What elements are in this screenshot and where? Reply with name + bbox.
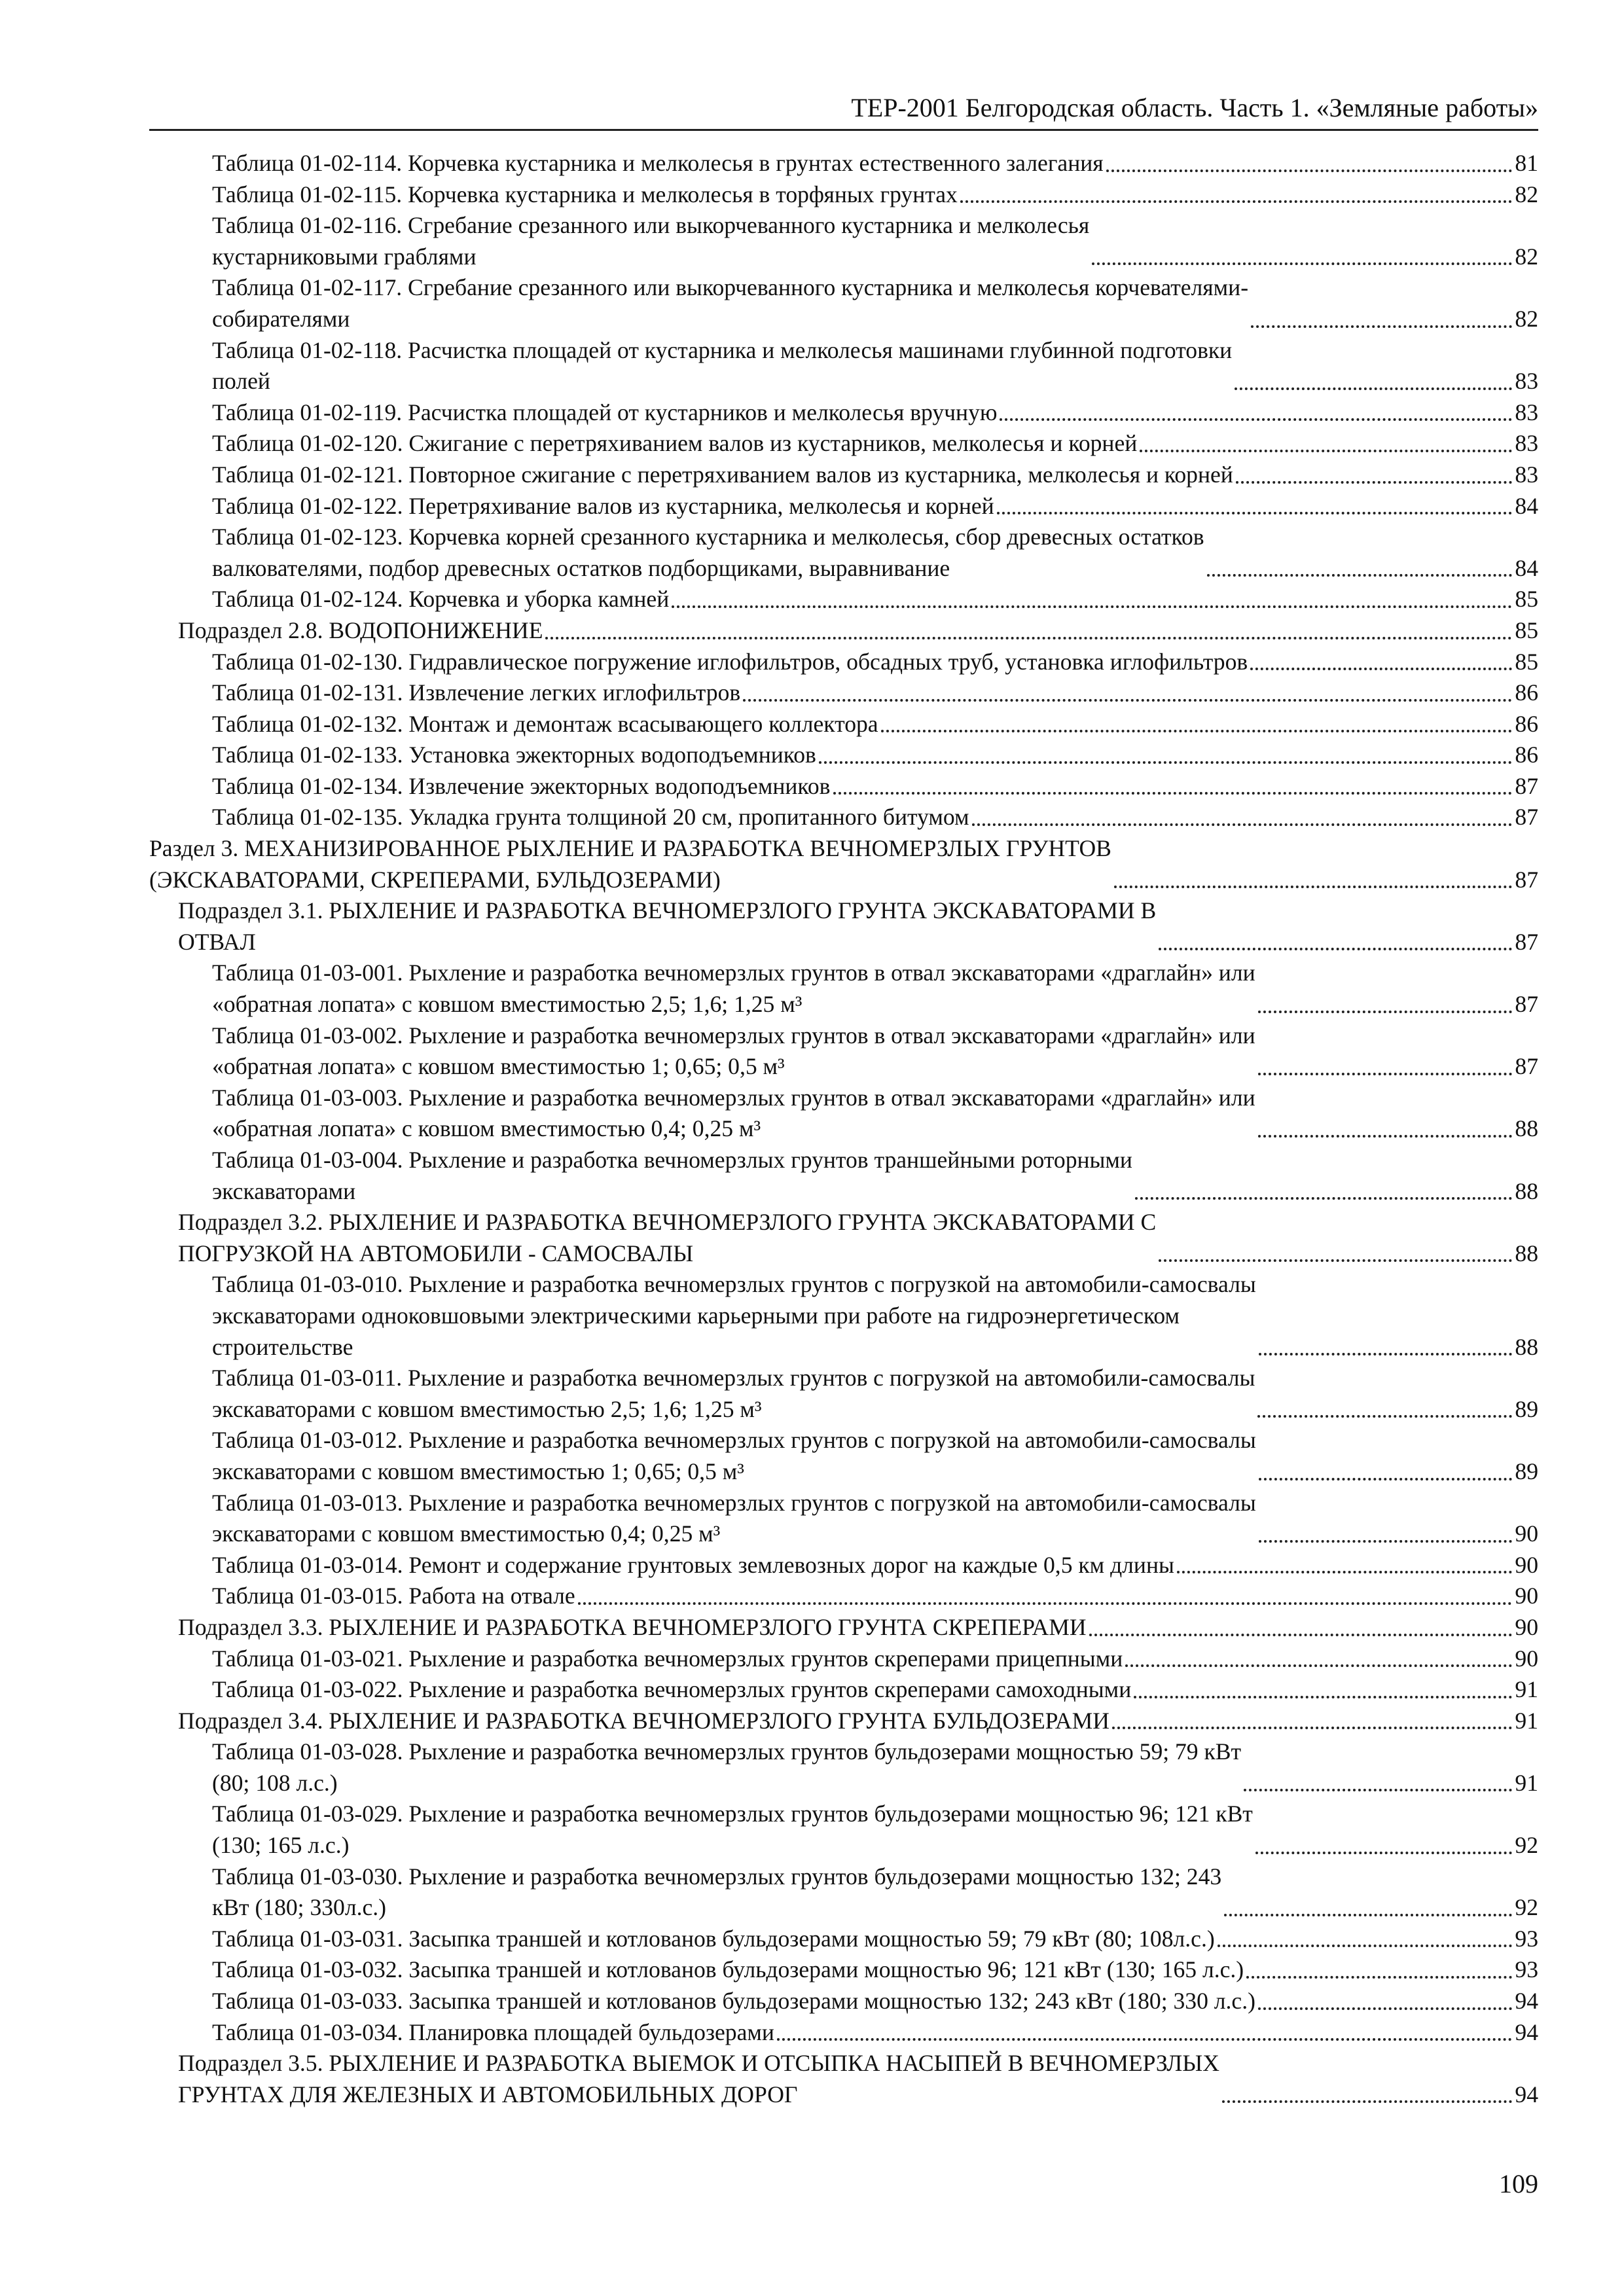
toc-entry-title: Таблица 01-02-120. Сжигание с перетряхиванием валов из кустарников, мелколесья и корней: [212, 430, 1138, 457]
toc-entry-page: 85: [1515, 617, 1538, 643]
toc-entry-title: Таблица 01-02-132. Монтаж и демонтаж всасывающего коллектора: [212, 710, 878, 737]
toc-entry-title: Таблица 01-03-033. Засыпка траншей и котлованов бульдозерами мощностью 132; 243 кВт (180; 330 л.с.): [212, 1988, 1255, 2015]
dot-leader: [1244, 1789, 1512, 1791]
dot-leader: [819, 761, 1513, 764]
dot-leader: [1112, 1727, 1512, 1729]
toc-entry-title: Подраздел 3.1. РЫХЛЕНИЕ И РАЗРАБОТКА ВЕЧНОМЕРЗЛОГО ГРУНТА ЭКСКАВАТОРАМИ В ОТВАЛ: [178, 897, 1157, 955]
toc-entry-page: 90: [1515, 1520, 1538, 1547]
dot-leader: [1251, 325, 1512, 328]
toc-entry-title: Таблица 01-02-115. Корчевка кустарника и мелколесья в торфяных грунтах: [212, 181, 958, 207]
toc-entry-title: Таблица 01-02-116. Сгребание срезанного или выкорчеванного кустарника и мелколесья кустарниковыми граблями: [212, 212, 1090, 270]
dot-leader: [1222, 2100, 1512, 2103]
toc-entry[interactable]: [149, 1488, 1538, 1550]
toc-entry-title: Таблица 01-02-118. Расчистка площадей от кустарника и мелколесья машинами глубинной подготовки полей: [212, 336, 1233, 395]
toc-entry-title: Таблица 01-03-014. Ремонт и содержание грунтовых землевозных дорог на каждые 0,5 км длины: [212, 1551, 1174, 1578]
dot-leader: [972, 823, 1513, 826]
toc-entry[interactable]: [149, 647, 1538, 678]
toc-entry[interactable]: [149, 1425, 1538, 1487]
toc-entry[interactable]: [149, 335, 1538, 397]
toc-entry[interactable]: [149, 1581, 1538, 1612]
running-header: ТЕР-2001 Белгородская область. Часть 1. «Земляные работы»: [851, 93, 1538, 122]
dot-leader: [1134, 1696, 1512, 1698]
toc-entry-title: Таблица 01-03-028. Рыхление и разработка вечномерзлых грунтов бульдозерами мощностью 59; 79 кВт (80; 108 л.с.): [212, 1738, 1242, 1796]
toc-entry-page: 91: [1515, 1676, 1538, 1703]
toc-entry-page: 83: [1515, 399, 1538, 425]
toc-entry-page: 87: [1515, 928, 1538, 955]
toc-entry[interactable]: [149, 709, 1538, 740]
toc-entry-page: 88: [1515, 1115, 1538, 1142]
toc-entry-title: Таблица 01-02-121. Повторное сжигание с перетряхиванием валов из кустарника, мелколесья и корней: [212, 461, 1233, 488]
toc-entry-title: Таблица 01-03-003. Рыхление и разработка вечномерзлых грунтов в отвал экскаваторами «драглайн» или «обратная лопата» с ковшом вместимостью 0,4; 0,25 м³: [212, 1084, 1255, 1142]
dot-leader: [881, 730, 1513, 732]
toc-entry[interactable]: [149, 1207, 1538, 1269]
toc-entry[interactable]: [149, 1550, 1538, 1581]
toc-entry-page: 82: [1515, 181, 1538, 207]
toc-entry-page: 90: [1515, 1613, 1538, 1640]
toc-entry-title: Подраздел 3.2. РЫХЛЕНИЕ И РАЗРАБОТКА ВЕЧНОМЕРЗЛОГО ГРУНТА ЭКСКАВАТОРАМИ С ПОГРУЗКОЙ НА АВТОМОБИЛИ - САМОСВАЛЫ: [178, 1209, 1157, 1266]
toc-entry[interactable]: [149, 1083, 1538, 1145]
toc-entry[interactable]: [149, 2017, 1538, 2049]
toc-entry-title: Таблица 01-02-123. Корчевка корней срезанного кустарника и мелколесья, сбор древесных остатков валкователями, подбор древесных остатков подборщиками, выравнивание: [212, 524, 1204, 581]
toc-entry-title: Таблица 01-03-022. Рыхление и разработка вечномерзлых грунтов скреперами самоходными: [212, 1676, 1132, 1703]
toc-entry-page: 90: [1515, 1645, 1538, 1672]
toc-entry-title: Таблица 01-03-001. Рыхление и разработка вечномерзлых грунтов в отвал экскаваторами «драглайн» или «обратная лопата» с ковшом вместимостью 2,5; 1,6; 1,25 м³: [212, 960, 1255, 1018]
toc-entry-title: Таблица 01-02-119. Расчистка площадей от кустарников и мелколесья вручную: [212, 399, 998, 425]
dot-leader: [1114, 886, 1513, 888]
toc-entry-page: 89: [1515, 1395, 1538, 1422]
dot-leader: [1106, 170, 1513, 172]
toc-entry-page: 83: [1515, 430, 1538, 457]
toc-entry[interactable]: [149, 802, 1538, 833]
dot-leader: [1218, 1945, 1513, 1947]
toc-entry-title: Раздел 3. МЕХАНИЗИРОВАННОЕ РЫХЛЕНИЕ И РАЗРАБОТКА ВЕЧНОМЕРЗЛЫХ ГРУНТОВ (ЭКСКАВАТОРАМИ, СКРЕПЕРАМИ, БУЛЬДОЗЕРАМИ): [149, 835, 1111, 893]
toc-entry[interactable]: [149, 522, 1538, 584]
toc-entry[interactable]: [149, 1363, 1538, 1425]
toc-entry-page: 86: [1515, 679, 1538, 706]
toc-entry-page: 90: [1515, 1551, 1538, 1578]
dot-leader: [545, 637, 1512, 639]
toc-entry-title: Таблица 01-03-031. Засыпка траншей и котлованов бульдозерами мощностью 59; 79 кВт (80; 108л.с.): [212, 1925, 1215, 1952]
dot-leader: [1246, 1976, 1512, 1979]
toc-entry-page: 93: [1515, 1925, 1538, 1952]
toc-entry[interactable]: [149, 895, 1538, 958]
toc-entry[interactable]: [149, 1612, 1538, 1643]
toc-entry-title: Таблица 01-03-032. Засыпка траншей и котлованов бульдозерами мощностью 96; 121 кВт (130; 165 л.с.): [212, 1956, 1244, 1983]
toc-entry-page: 91: [1515, 1707, 1538, 1734]
toc-entry[interactable]: [149, 1145, 1538, 1207]
toc-entry-page: 90: [1515, 1583, 1538, 1609]
dot-leader: [1258, 2007, 1512, 2010]
dot-leader: [1177, 1571, 1513, 1573]
toc-entry-page: 84: [1515, 554, 1538, 581]
toc-entry-title: Таблица 01-02-117. Сгребание срезанного или выкорчеванного кустарника и мелколесья корчевателями- собирателями: [212, 274, 1249, 332]
toc-entry-page: 92: [1515, 1832, 1538, 1859]
toc-entry[interactable]: [149, 1674, 1538, 1706]
dot-leader: [1092, 262, 1512, 265]
toc-entry-title: Подраздел 3.4. РЫХЛЕНИЕ И РАЗРАБОТКА ВЕЧНОМЕРЗЛОГО ГРУНТА БУЛЬДОЗЕРАМИ: [178, 1707, 1110, 1734]
dot-leader: [1135, 1197, 1512, 1200]
dot-leader: [960, 200, 1513, 203]
toc-entry[interactable]: [149, 1269, 1538, 1363]
dot-leader: [1259, 1540, 1513, 1543]
toc-entry[interactable]: [149, 491, 1538, 522]
toc-entry-page: 86: [1515, 742, 1538, 768]
dot-leader: [1140, 450, 1512, 452]
toc-entry-page: 88: [1515, 1240, 1538, 1266]
toc-entry-page: 85: [1515, 648, 1538, 675]
toc-entry-title: Таблица 01-03-004. Рыхление и разработка вечномерзлых грунтов траншейными роторными экскаваторами: [212, 1147, 1132, 1204]
toc-entry-title: Таблица 01-02-131. Извлечение легких иглофильтров: [212, 679, 741, 706]
dot-leader: [1250, 668, 1512, 670]
toc-entry[interactable]: [149, 1736, 1538, 1799]
dot-leader: [1236, 481, 1513, 484]
toc-entry-page: 94: [1515, 1988, 1538, 2015]
toc-entry[interactable]: [149, 397, 1538, 429]
toc-entry-title: Таблица 01-02-135. Укладка грунта толщиной 20 см, пропитанного битумом: [212, 804, 969, 831]
toc-entry-page: 82: [1515, 243, 1538, 270]
dot-leader: [672, 605, 1512, 608]
toc-entry-title: Таблица 01-03-021. Рыхление и разработка вечномерзлых грунтов скреперами прицепными: [212, 1645, 1123, 1672]
toc-entry-page: 92: [1515, 1894, 1538, 1921]
dot-leader: [1159, 1259, 1512, 1262]
dot-leader: [578, 1602, 1513, 1605]
toc-entry-title: Таблица 01-02-114. Корчевка кустарника и мелколесья в грунтах естественного залегания: [212, 150, 1104, 176]
dot-leader: [1000, 418, 1512, 421]
toc-entry-page: 83: [1515, 461, 1538, 488]
header-rule: [149, 129, 1538, 131]
toc-entry[interactable]: [149, 615, 1538, 647]
dot-leader: [1224, 1914, 1512, 1916]
toc-entry-page: 93: [1515, 1956, 1538, 1983]
dot-leader: [1089, 1634, 1513, 1636]
toc-entry-page: 91: [1515, 1769, 1538, 1796]
toc-entry-page: 87: [1515, 804, 1538, 831]
dot-leader: [1255, 1852, 1513, 1854]
toc-entry-title: Таблица 01-02-130. Гидравлическое погружение иглофильтров, обсадных труб, установка иглофильтров: [212, 648, 1248, 675]
toc-entry-title: Таблица 01-02-134. Извлечение эжекторных водоподъемников: [212, 772, 831, 799]
toc-entry[interactable]: [149, 677, 1538, 709]
toc-entry[interactable]: [149, 428, 1538, 459]
toc-entry[interactable]: [149, 771, 1538, 802]
toc-entry[interactable]: [149, 1986, 1538, 2017]
toc-entry-page: 87: [1515, 772, 1538, 799]
toc-entry[interactable]: [149, 210, 1538, 272]
toc-entry[interactable]: [149, 1020, 1538, 1083]
toc-entry-title: Таблица 01-03-015. Работа на отвале: [212, 1583, 575, 1609]
toc-entry[interactable]: [149, 179, 1538, 211]
toc-entry-title: Таблица 01-03-011. Рыхление и разработка вечномерзлых грунтов с погрузкой на автомобили-самосвалы экскаваторами с ковшом вместимостью 2,5; 1,6; 1,25 м³: [212, 1365, 1255, 1422]
dot-leader: [1259, 1353, 1513, 1355]
table-of-contents: [149, 148, 1538, 2110]
dot-leader: [1258, 1135, 1513, 1138]
dot-leader: [1159, 948, 1512, 950]
toc-entry-title: Таблица 01-02-133. Установка эжекторных водоподъемников: [212, 742, 816, 768]
toc-entry-page: 84: [1515, 492, 1538, 519]
toc-entry-title: Таблица 01-03-013. Рыхление и разработка вечномерзлых грунтов с погрузкой на автомобили-самосвалы экскаваторами с ковшом вместимостью 0,4; 0,25 м³: [212, 1489, 1256, 1547]
toc-entry[interactable]: [149, 1643, 1538, 1675]
dot-leader: [1207, 574, 1513, 577]
dot-leader: [743, 699, 1512, 702]
toc-entry[interactable]: [149, 1799, 1538, 1861]
toc-entry[interactable]: [149, 1706, 1538, 1737]
toc-entry[interactable]: [149, 1924, 1538, 1955]
dot-leader: [833, 792, 1513, 795]
toc-entry-title: Таблица 01-03-010. Рыхление и разработка вечномерзлых грунтов с погрузкой на автомобили-самосвалы экскаваторами одноковшовыми электрическими карьерными при работе на гидроэнергетическом строительстве: [212, 1271, 1256, 1360]
toc-entry-page: 85: [1515, 586, 1538, 613]
page-number: 109: [1499, 2169, 1538, 2198]
toc-entry[interactable]: [149, 1861, 1538, 1924]
toc-entry-title: Таблица 01-03-012. Рыхление и разработка вечномерзлых грунтов с погрузкой на автомобили-самосвалы экскаваторами с ковшом вместимостью 1; 0,65; 0,5 м³: [212, 1427, 1256, 1484]
toc-entry[interactable]: [149, 833, 1538, 895]
toc-entry-title: Таблица 01-03-002. Рыхление и разработка вечномерзлых грунтов в отвал экскаваторами «драглайн» или «обратная лопата» с ковшом вместимостью 1; 0,65; 0,5 м³: [212, 1022, 1255, 1080]
toc-entry-title: Таблица 01-03-029. Рыхление и разработка вечномерзлых грунтов бульдозерами мощностью 96; 121 кВт (130; 165 л.с.): [212, 1801, 1253, 1859]
toc-entry-title: Подраздел 3.3. РЫХЛЕНИЕ И РАЗРАБОТКА ВЕЧНОМЕРЗЛОГО ГРУНТА СКРЕПЕРАМИ: [178, 1613, 1087, 1640]
toc-entry-title: Таблица 01-03-030. Рыхление и разработка вечномерзлых грунтов бульдозерами мощностью 132; 243 кВт (180; 330л.с.): [212, 1863, 1222, 1921]
toc-entry-page: 81: [1515, 150, 1538, 176]
toc-entry[interactable]: [149, 148, 1538, 179]
toc-entry-page: 87: [1515, 1053, 1538, 1080]
toc-entry-title: Таблица 01-02-122. Перетряхивание валов из кустарника, мелколесья и корней: [212, 492, 994, 519]
toc-entry-page: 88: [1515, 1177, 1538, 1204]
toc-entry[interactable]: [149, 958, 1538, 1020]
toc-entry[interactable]: [149, 584, 1538, 615]
dot-leader: [997, 512, 1513, 514]
dot-leader: [1257, 1415, 1512, 1418]
toc-entry-title: Таблица 01-03-034. Планировка площадей бульдозерами: [212, 2018, 774, 2045]
toc-entry-page: 86: [1515, 710, 1538, 737]
toc-entry[interactable]: [149, 272, 1538, 334]
toc-entry[interactable]: [149, 1954, 1538, 1986]
toc-entry-page: 89: [1515, 1458, 1538, 1484]
toc-entry-page: 87: [1515, 866, 1538, 893]
toc-entry-title: Подраздел 3.5. РЫХЛЕНИЕ И РАЗРАБОТКА ВЫЕМОК И ОТСЫПКА НАСЫПЕЙ В ВЕЧНОМЕРЗЛЫХ ГРУНТАХ ДЛЯ ЖЕЛЕЗНЫХ И АВТОМОБИЛЬНЫХ ДОРОГ: [178, 2050, 1219, 2108]
toc-entry[interactable]: [149, 459, 1538, 491]
toc-entry[interactable]: [149, 2048, 1538, 2110]
dot-leader: [1259, 1478, 1513, 1480]
toc-entry-page: 83: [1515, 368, 1538, 395]
toc-entry-page: 87: [1515, 991, 1538, 1018]
toc-entry[interactable]: [149, 740, 1538, 771]
toc-entry-page: 94: [1515, 2018, 1538, 2045]
dot-leader: [1258, 1073, 1513, 1075]
toc-entry-page: 82: [1515, 305, 1538, 332]
toc-entry-page: 94: [1515, 2081, 1538, 2108]
toc-entry-page: 88: [1515, 1333, 1538, 1360]
dot-leader: [1235, 387, 1512, 390]
dot-leader: [1258, 1011, 1513, 1013]
dot-leader: [777, 2038, 1512, 2041]
toc-entry-title: Подраздел 2.8. ВОДОПОНИЖЕНИЕ: [178, 617, 543, 643]
toc-entry-title: Таблица 01-02-124. Корчевка и уборка камней: [212, 586, 670, 613]
dot-leader: [1125, 1664, 1512, 1667]
